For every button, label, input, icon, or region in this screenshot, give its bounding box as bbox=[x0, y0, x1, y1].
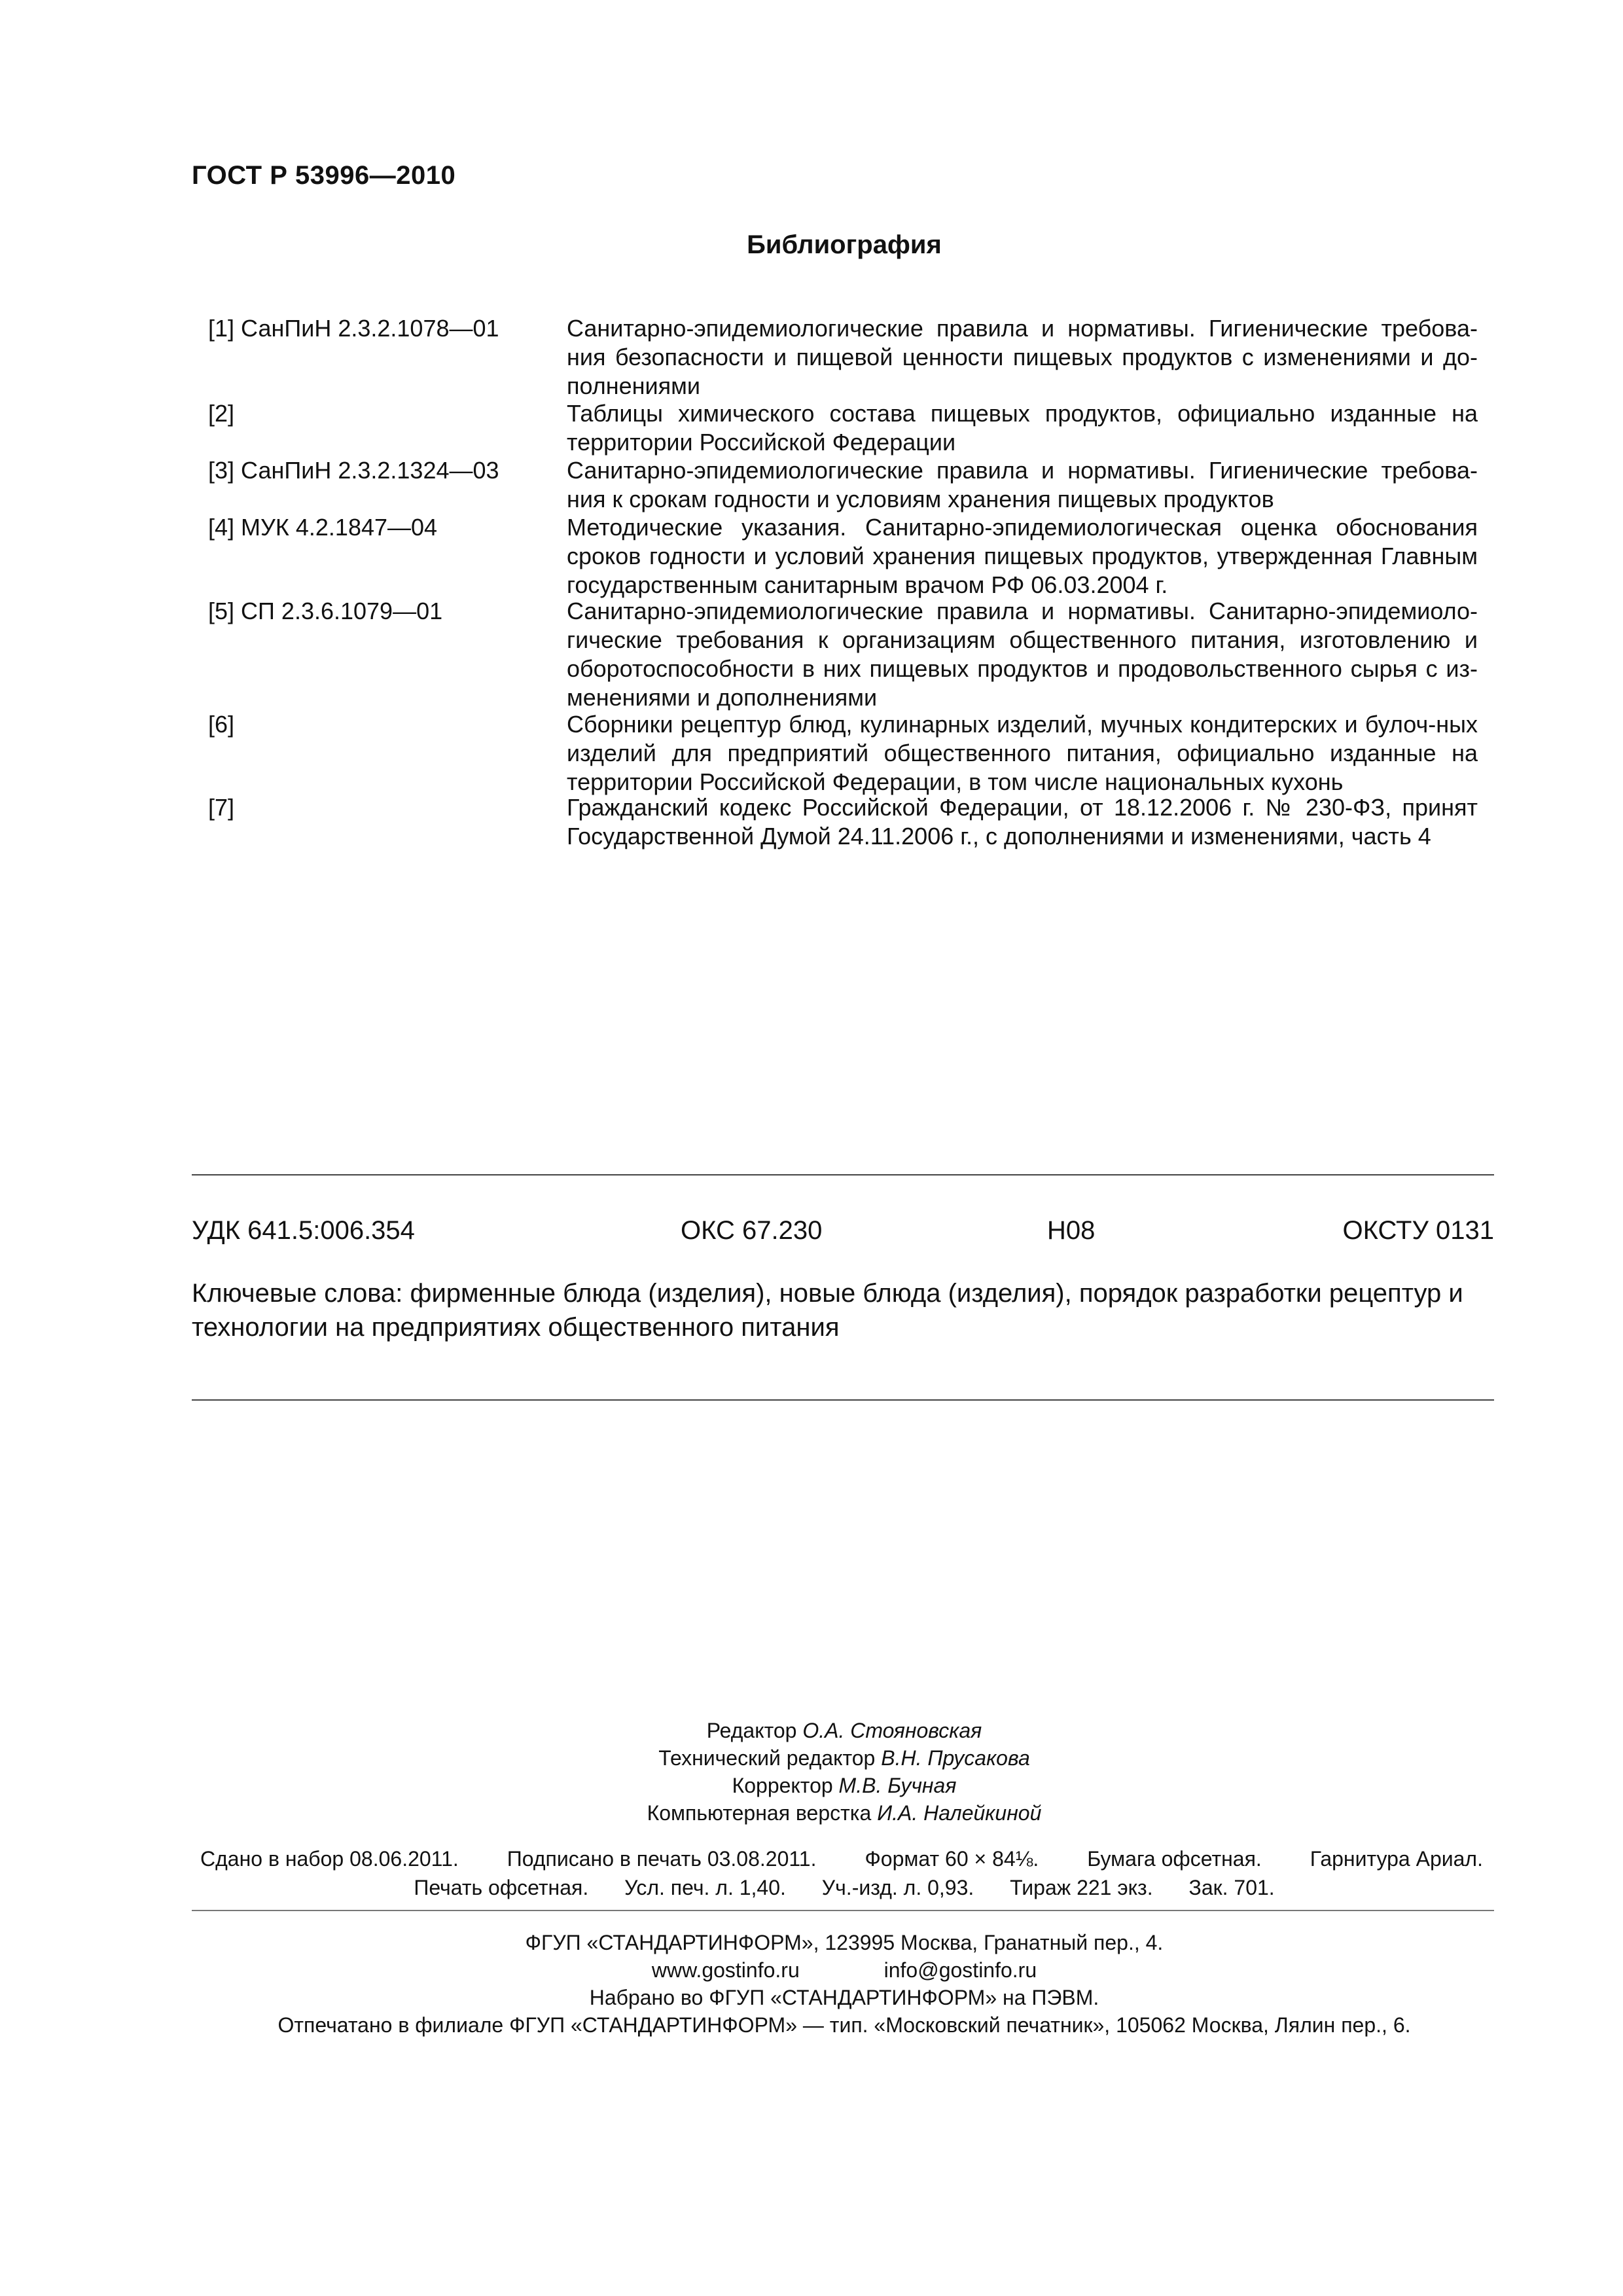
bib-entry-number: [6] bbox=[208, 711, 235, 738]
tech-editor-name: В.Н. Прусакова bbox=[881, 1746, 1030, 1770]
imprint-divider bbox=[192, 1910, 1494, 1911]
typeset-date: Сдано в набор 08.06.2011. bbox=[200, 1847, 459, 1871]
bib-entry-6-ref bbox=[208, 710, 234, 739]
bib-entry-7-text: Гражданский кодекс Российской Федерации, от 18.12.2006 г. № 230-ФЗ, принят Государственной Думой 24.11.2006 г., с дополнениями и изменениями, часть 4 bbox=[567, 794, 1478, 850]
bib-entry-7-ref bbox=[208, 793, 234, 822]
bibliography-title: Библиография bbox=[747, 230, 942, 259]
document-code: ГОСТ Р 53996—2010 bbox=[192, 161, 456, 190]
bib-entry-number: [4] bbox=[208, 514, 235, 541]
bib-entry-6-text: Сборники рецептур блюд, кулинарных изделий, мучных кондитерских и булоч-ных изделий для предприятий общественного питания, официально изданные на территории Российской Федерации, в том числе национальных кухонь bbox=[567, 711, 1478, 795]
typeface: Гарнитура Ариал. bbox=[1310, 1847, 1483, 1871]
bib-entry-number: [1] bbox=[208, 315, 235, 342]
bib-entry-number: [3] bbox=[208, 457, 235, 484]
classifier-code: Н08 bbox=[1047, 1216, 1096, 1245]
keywords-label: Ключевые слова: bbox=[192, 1279, 403, 1308]
website-link[interactable]: www.gostinfo.ru bbox=[651, 1958, 800, 1982]
layout-line bbox=[0, 1800, 1623, 1826]
bib-entry-number: [7] bbox=[208, 794, 235, 821]
print-run: Тираж 221 экз. bbox=[1010, 1876, 1153, 1899]
print-type: Печать офсетная. bbox=[414, 1876, 589, 1899]
bib-entry-reference: СанПиН 2.3.2.1324—03 bbox=[241, 457, 499, 484]
bib-entry-3-ref bbox=[208, 456, 499, 485]
printed-sheets: Усл. печ. л. 1,40. bbox=[624, 1876, 786, 1899]
printed-note: Отпечатано в филиале ФГУП «СТАНДАРТИНФОРМ» — тип. «Московский печатник», 105062 Москва, Лялин пер., 6. bbox=[277, 2013, 1411, 2037]
typeset-note: Набрано во ФГУП «СТАНДАРТИНФОРМ» на ПЭВМ. bbox=[589, 1986, 1099, 2009]
publication-line-2 bbox=[0, 1876, 1623, 1900]
editor-line bbox=[0, 1717, 1623, 1744]
bib-entry-5-ref bbox=[208, 597, 442, 626]
bib-entry-5-text: Санитарно-эпидемиологические правила и нормативы. Санитарно-эпидемиоло-гические требования к организациям общественного питания, изготовлению и оборотоспособности в них пищевых продуктов и продовольственного сырья с из-менениями и дополнениями bbox=[567, 598, 1478, 711]
editor-name: О.А. Стояновская bbox=[802, 1719, 982, 1742]
udk-code: УДК 641.5:006.354 bbox=[192, 1216, 415, 1245]
okstu-code: ОКСТУ 0131 bbox=[1342, 1216, 1494, 1245]
publisher-address: ФГУП «СТАНДАРТИНФОРМ», 123995 Москва, Гранатный пер., 4. bbox=[525, 1931, 1164, 1954]
bib-entry-2-ref bbox=[208, 399, 234, 428]
bib-entry-4-ref bbox=[208, 513, 437, 542]
bib-entry-3-text: Санитарно-эпидемиологические правила и нормативы. Гигиенические требова-ния к срокам годности и условиям хранения пищевых продуктов bbox=[567, 457, 1478, 512]
keywords-text: фирменные блюда (изделия), новые блюда (изделия), порядок разработки рецептур и технологии на предприятиях общественного питания bbox=[192, 1279, 1463, 1342]
bib-entry-reference: СанПиН 2.3.2.1078—01 bbox=[241, 315, 499, 342]
layout-name: И.А. Налейкиной bbox=[877, 1801, 1042, 1825]
oks-code: ОКС 67.230 bbox=[681, 1216, 823, 1245]
top-divider bbox=[192, 1174, 1494, 1175]
paper-type: Бумага офсетная. bbox=[1087, 1847, 1262, 1871]
bib-entry-1-text: Санитарно-эпидемиологические правила и нормативы. Гигиенические требова-ния безопасности и пищевой ценности пищевых продуктов с изменениями и до-полнениями bbox=[567, 315, 1478, 399]
tech-editor-line bbox=[0, 1745, 1623, 1771]
signed-date: Подписано в печать 03.08.2011. bbox=[507, 1847, 817, 1871]
bib-entry-2-text: Таблицы химического состава пищевых продуктов, официально изданные на территории Российской Федерации bbox=[567, 400, 1478, 456]
bib-entry-reference: МУК 4.2.1847—04 bbox=[241, 514, 438, 541]
order-number: Зак. 701. bbox=[1188, 1876, 1275, 1899]
bib-entry-number: [2] bbox=[208, 400, 235, 427]
bib-entry-4-text: Методические указания. Санитарно-эпидемиологическая оценка обоснования сроков годности и условий хранения пищевых продуктов, утвержденная Главным государственным санитарным врачом РФ 06.03.2004 г. bbox=[567, 514, 1478, 598]
layout-label: Компьютерная верстка bbox=[647, 1801, 872, 1825]
keywords-block bbox=[192, 1276, 1494, 1344]
corrector-label: Корректор bbox=[732, 1774, 833, 1797]
publication-line-1 bbox=[200, 1847, 1483, 1871]
bib-entry-reference: СП 2.3.6.1079—01 bbox=[241, 598, 443, 624]
email-link[interactable]: info@gostinfo.ru bbox=[883, 1958, 1037, 1982]
publisher-sheets: Уч.-изд. л. 0,93. bbox=[821, 1876, 974, 1899]
bib-entry-1-ref bbox=[208, 314, 499, 343]
editor-label: Редактор bbox=[706, 1719, 797, 1742]
contacts-line bbox=[0, 1957, 1623, 1983]
corrector-line bbox=[0, 1772, 1623, 1799]
bib-entry-number: [5] bbox=[208, 598, 235, 624]
corrector-name: М.В. Бучная bbox=[838, 1774, 957, 1797]
tech-editor-label: Технический редактор bbox=[658, 1746, 876, 1770]
paper-format: Формат 60 × 84⅛. bbox=[865, 1847, 1039, 1871]
bottom-divider bbox=[192, 1399, 1494, 1401]
